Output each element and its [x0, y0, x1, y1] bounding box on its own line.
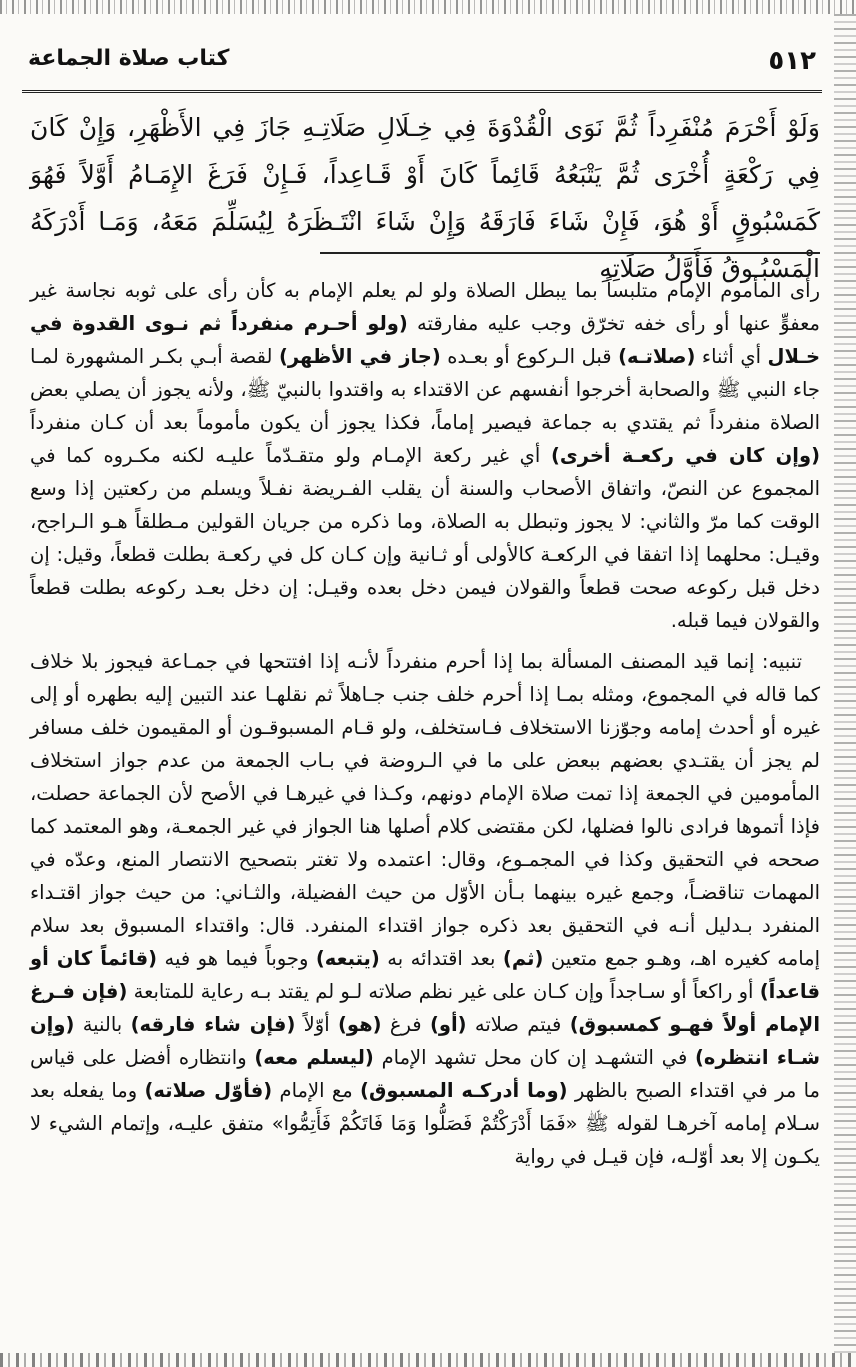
text-segment: أي أثناء: [695, 345, 768, 368]
text-segment: وجوباً فيما هو فيه: [157, 947, 316, 970]
bold-quote: (وإن شـاء انتظره): [30, 1013, 820, 1069]
bold-quote: (جاز في الأظهر): [278, 345, 441, 368]
right-ornamental-border: [834, 14, 856, 1353]
bold-quote: (فأوّل صلاته): [144, 1079, 273, 1102]
text-segment: تنبيه: إنما قيد المصنف المسألة بما إذا أحرم منفرداً لأنـه إذا افتتحها في جمـاعة فيجوز بلا خلاف كما قاله في المجموع، ومثله بمـا إذا أحرم خلف جنب جـاهلاً ثم نقلهـا عند التبين إليه بطهره أو إلى غيره أو أحدث إمامه وجوّزنا الاستخلاف فـاستخلف، ولو قـام المسبوقـون أو المقيمون خلف مسافر لم يجز أن يقتـدي بعضهم ببعض على ما في الـروضة في بـاب الجمعة من عدم جواز استخلاف المأمومين في الجمعة إذا تمت صلاة الإمام دونهم، وكـذا في غيرهـا في الأصح لأن الجماعة حصلت، فإذا أتموها فرادى نالوا فضلها، لكن مقتضى كلام أصلها هنا الجواز في غير الجمعـة، وهو المعتمد كما صححه في التحقيق وكذا في المجمـوع، وقال: اعتمده ولا تغتر بتصحيح الانتصار المنع، وعدّه في المهمات تناقضـاً، وجمع غيره بينهما بـأن الأوّل من حيث الفضيلة، والثـاني: من حيث جواز اقتـداء المنفرد بـدليل أنـه في التحقيق بعد ذكره جواز اقتداء المنفرد. قال: واقتداء المسبوق بعد سلام إمامه كغيره اهـ، وهـو جمع متعين: [30, 650, 821, 970]
commentary-paragraph-1: [30, 274, 820, 637]
page-header: [22, 40, 822, 93]
bottom-ornamental-border: [0, 1353, 856, 1367]
bold-quote: (فإن شاء فارقه): [130, 1013, 296, 1036]
bold-quote: (يتبعه): [315, 947, 380, 970]
bold-quote: (قائماً كان أو قاعداً): [30, 947, 820, 1003]
text-segment: مع الإمام: [272, 1079, 361, 1102]
bold-quote: (هو): [337, 1013, 382, 1036]
text-segment: فيتم صلاته: [466, 1013, 570, 1036]
text-segment: بالنية: [74, 1013, 131, 1036]
bold-quote: (وإن كان في ركعـة أخرى): [550, 444, 820, 467]
commentary-paragraph-2: [30, 645, 820, 1173]
bold-quote: (صلاتـه): [618, 345, 696, 368]
bold-quote: (ولو أحـرم منفرداً ثم نـوى القدوة في خـلال: [30, 312, 820, 368]
text-segment: قبل الـركوع أو بعـده: [440, 345, 619, 368]
text-segment: أي غير ركعة الإمـام ولو متقـدّماً عليـه لكنه مكـروه كما في المجموع عن النصّ، واتفاق الأصحاب والسنة أن يقلب الفـريضة نفـلاً ويسلم من ركعتين إذا وسع الوقت كما مرّ والثاني: لا يجوز وتبطل به الصلاة، وما ذكره من جريان القولين مـطلقاً هـو الـراجح، وقيـل: محلهما إذا اتفقا في الركعـة كالأولى أو ثـانية وإن كـان كل في ركعـة بطلت قطعاً، وقيل: إن دخل قبل ركوعه صحت قطعاً والقولان فيمن دخل بعده وقيـل: إن دخل بعـد ركوعه بطلت قطعاً والقولان فيما قبله.: [30, 444, 820, 632]
commentary-body: [30, 274, 820, 1173]
matn-text: وَلَوْ أَحْرَمَ مُنْفَرِداً ثُمَّ نَوَى الْقُدْوَةَ فِي خِـلَالِ صَلَاتِـهِ جَازَ فِي الأَظْهَرِ، وَإِنْ كَانَ فِي رَكْعَةٍ أُخْرَى ثُمَّ يَتْبَعُهُ قَائِماً كَانَ أَوْ قَـاعِداً، فَـإِنْ فَرَغَ الإِمَـامُ أَوَّلاً فَهُوَ كَمَسْبُوقٍ أَوْ هُوَ، فَإِنْ شَاءَ فَارَقَهُ وَإِنْ شَاءَ انْتَـظَرَهُ لِيُسَلِّمَ مَعَهُ، وَمَـا أَدْرَكَهُ الْمَسْبُـوقُ فَأَوَّلُ صَلَاتِهِ: [30, 113, 820, 283]
text-segment: رأى المأموم الإمام متلبساً بما يبطل الصلاة ولو لم يعلم الإمام به كأن رأى على ثوبه نجاسة غير معفوٍّ عنها أو رأى خفه تخرّق وجب عليه مفارقته: [30, 279, 820, 335]
bold-quote: (ليسلم معه): [254, 1046, 374, 1069]
text-segment: في التشهـد إن كان محل تشهد الإمام: [373, 1046, 696, 1069]
text-segment: لقصة أبـي بكـر المشهورة لمـا جاء النبي ﷺ والصحابة أخرجوا أنفسهم عن الاقتداء به واقتدوا بالنبيّ ﷺ، ولأنه يجوز أن يصلي بعض الصلاة منفرداً ثم يقتدي به جماعة فيصير إماماً، فكذا يجوز أن يكون مأموماً بعد أن كـان منفرداً: [30, 345, 820, 434]
bold-quote: (أو): [429, 1013, 467, 1036]
text-segment: فرغ: [381, 1013, 430, 1036]
text-segment: أوّلاً: [295, 1013, 338, 1036]
bold-quote: (وما أدركـه المسبوق): [360, 1079, 568, 1102]
text-segment: وانتظاره أفضل على قياس ما مر في اقتداء الصبح بالظهر: [30, 1046, 820, 1102]
page-number: ٥١٢: [768, 46, 816, 76]
matn-separator-line: [320, 252, 820, 254]
running-title: كتاب صلاة الجماعة: [28, 46, 230, 71]
text-segment: وما يفعله بعد سـلام إمامه آخرهـا لقوله ﷺ «فَمَا أَدْرَكْتُمْ فَصَلُّوا وَمَا فَاتَكُمْ فَأَتِمُّوا» متفق عليـه، وإتمام الشيء لا يكـون إلا بعد أوّلـه، فإن قيـل في رواية: [30, 1079, 820, 1168]
text-segment: أو راكعاً أو سـاجداً وإن كـان على غير نظم صلاته لـو لم يقتد بـه رعاية للمتابعة: [127, 980, 760, 1003]
top-ornamental-border: [0, 0, 856, 14]
bold-quote: (فإن فـرغ الإمام أولاً فهـو كمسبوق): [30, 980, 821, 1036]
text-segment: بعد اقتدائه به: [379, 947, 503, 970]
bold-quote: (ثم): [502, 947, 544, 970]
